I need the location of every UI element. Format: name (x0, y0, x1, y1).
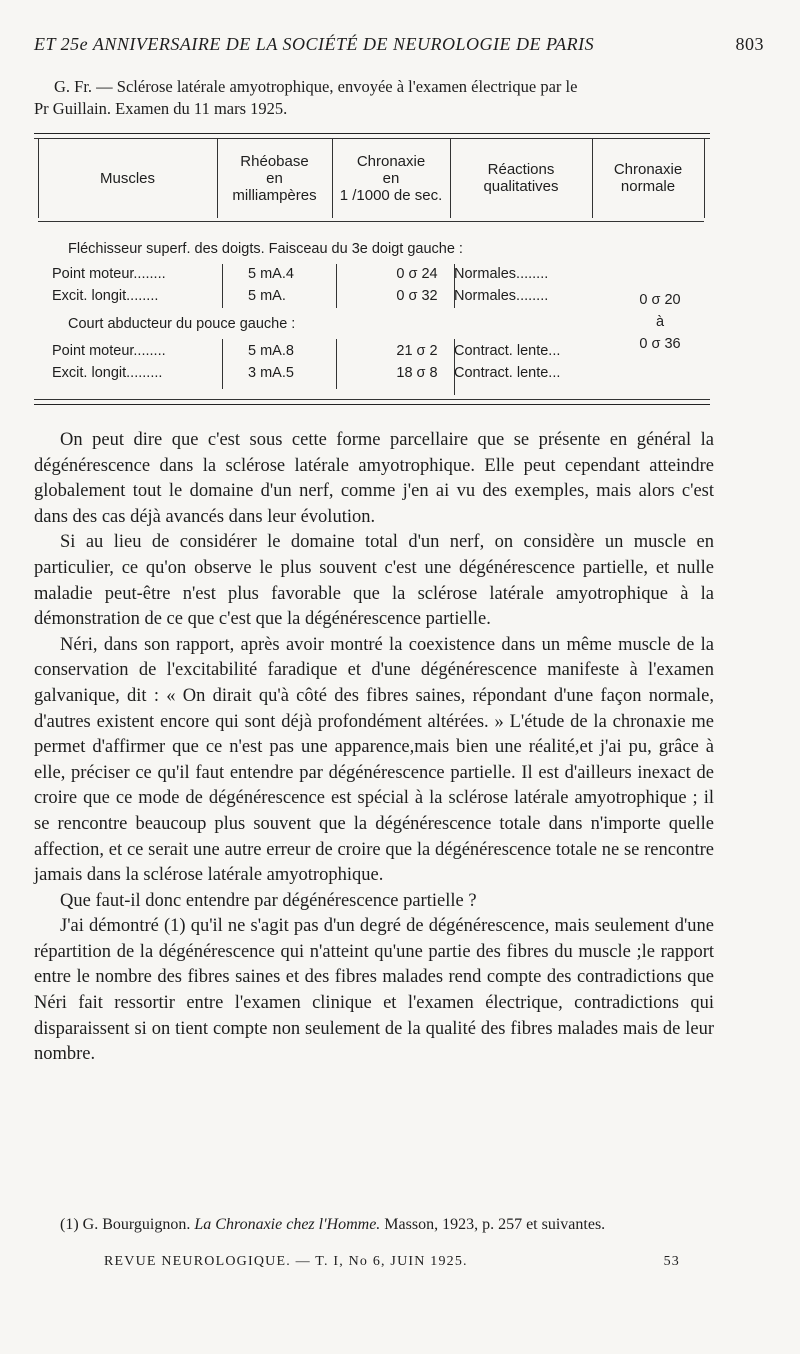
col-divider (336, 339, 337, 389)
col-divider (704, 138, 705, 218)
header-chronaxie-line: Chronaxie (356, 152, 426, 170)
header-chronaxie (332, 138, 450, 218)
paragraph: Si au lieu de considérer le domaine total d'un nerf, on considère un muscle en particulier, ce qu'on observe le plus souvent c'est une dégénérescence partielle, et nulle maladie peut-être n'est plus favorable que la sclérose latérale amyotrophique à la démonstration de ce que c'est que la dégénérescence partielle. (34, 532, 714, 630)
table-row-chronaxie: 21 σ 2 (396, 343, 438, 359)
paragraph: On peut dire que c'est sous cette forme parcellaire que se présente en général la dégénérescence dans la sclérose latérale amyotrophique. Elle peut cependant atteindre globalement tout le domaine d'un nerf, comme j'en ai vu des exemples, mais alors c'est dans des cas déjà avancés dans leur évolution. (34, 430, 714, 527)
header-reactions (450, 138, 592, 218)
footnote (34, 1215, 714, 1235)
table-row-reaction: Normales........ (454, 288, 549, 304)
table-row-rheobase: 5 mA. (248, 288, 286, 304)
table-row-reaction: Normales........ (454, 266, 549, 282)
header-normale-line: normale (620, 178, 676, 195)
header-rheobase-line: en (266, 169, 283, 187)
table-bottom-rule (34, 404, 710, 405)
footnote-rest: Masson, 1923, p. 257 et suivantes. (384, 1216, 606, 1233)
table-bottom-rule-inner (34, 399, 710, 400)
table-row-muscle: Excit. longit......... (52, 365, 163, 381)
normal-chronaxie-range (610, 289, 710, 355)
table-row-chronaxie: 0 σ 24 (396, 266, 438, 282)
table-row-rheobase: 5 mA.4 (248, 266, 294, 282)
normal-range-high: 0 σ 36 (639, 336, 681, 352)
table-row-muscle: Excit. longit........ (52, 288, 159, 304)
col-divider (336, 264, 337, 308)
body-text (34, 428, 714, 1068)
table-top-rule (34, 133, 710, 134)
case-intro (34, 76, 714, 120)
page-number: 803 (735, 34, 764, 54)
paragraph: Que faut-il donc entendre par dégénérescence partielle ? (60, 890, 477, 911)
table-row-reaction: Contract. lente... (454, 365, 561, 381)
header-normale (592, 138, 704, 218)
table-row-rheobase: 3 mA.5 (248, 365, 294, 381)
group-label-court-abducteur: Court abducteur du pouce gauche : (68, 316, 296, 332)
header-reactions-line: qualitatives (483, 178, 559, 195)
normal-range-sep: à (655, 314, 665, 330)
header-reactions-line: Réactions (487, 161, 555, 178)
header-rheobase (217, 138, 332, 218)
footnote-title: La Chronaxie chez l'Homme. (194, 1216, 381, 1233)
page-footer (104, 1254, 680, 1270)
header-muscles (38, 138, 217, 218)
paragraph: J'ai démontré (1) qu'il ne s'agit pas d'un degré de dégénérescence, mais seulement d'une répartition de la dégénérescence qui n'atteint qu'une partie des fibres du muscle ;le rapport entre le nombre des fibres saines et des fibres malades rend compte des contradictions que Néri fait ressortir entre l'examen clinique et l'examen électrique, contradictions qui disparaissent si on tient compte non seulement de la qualité des fibres malades mais de leur nombre. (34, 916, 714, 1065)
footnote-lead: (1) G. Bourguignon. (60, 1216, 191, 1233)
running-head-title: ET 25e ANNIVERSAIRE DE LA SOCIÉTÉ DE NEUROLOGIE DE PARIS (34, 34, 595, 54)
header-chronaxie-line: en (382, 169, 400, 187)
table-row-muscle: Point moteur........ (52, 266, 166, 282)
table-row-rheobase: 5 mA.8 (248, 343, 294, 359)
header-muscles-label: Muscles (99, 169, 155, 187)
table-row-chronaxie: 18 σ 8 (396, 365, 438, 381)
running-head (34, 34, 764, 55)
header-rheobase-line: milliampères (232, 186, 317, 204)
group-label-flechisseur: Fléchisseur superf. des doigts. Faisceau du 3e doigt gauche : (68, 241, 463, 257)
normal-range-low: 0 σ 20 (639, 292, 681, 308)
table-row-reaction: Contract. lente... (454, 343, 561, 359)
journal-citation: REVUE NEUROLOGIQUE. — T. I, No 6, JUIN 1925. (104, 1254, 468, 1269)
header-rheobase-line: Rhéobase (240, 152, 309, 170)
intro-line-2: Pr Guillain. Examen du 11 mars 1925. (34, 99, 288, 118)
col-divider (222, 264, 223, 308)
table-row-muscle: Point moteur........ (52, 343, 166, 359)
header-chronaxie-line: 1 /1000 de sec. (339, 186, 443, 204)
header-bottom-rule (38, 221, 704, 222)
col-divider (222, 339, 223, 389)
paragraph: Néri, dans son rapport, après avoir montré la coexistence dans un même muscle de la conservation de l'excitabilité faradique et d'une dégénérescence manifeste à l'examen galvanique, dit : « On dirait qu'à côté des fibres saines, répondant d'une façon normale, d'autres existent encore qui sont déjà profondément altérées. » L'étude de la chronaxie me permet d'affirmer que ce n'est pas une apparence,mais bien une réalité,et j'ai pu, grâce à elle, préciser ce qu'il faut entendre par dégénérescence partielle. Il est d'ailleurs inexact de croire que ce mode de dégénérescence est spécial à la sclérose latérale amyotrophique ; il se rencontre beaucoup plus souvent que la dégénérescence totale dans n'importe quelle affection, et ce serait une autre erreur de croire que la dégénérescence totale ne se rencontre jamais dans la sclérose latérale amyotrophique. (34, 634, 714, 886)
signature-number: 53 (663, 1254, 680, 1269)
table-row-chronaxie: 0 σ 32 (396, 288, 438, 304)
header-normale-line: Chronaxie (613, 161, 683, 178)
intro-line-1: G. Fr. — Sclérose latérale amyotrophique, envoyée à l'examen électrique par le (54, 77, 578, 96)
chronaxie-table (34, 133, 710, 409)
